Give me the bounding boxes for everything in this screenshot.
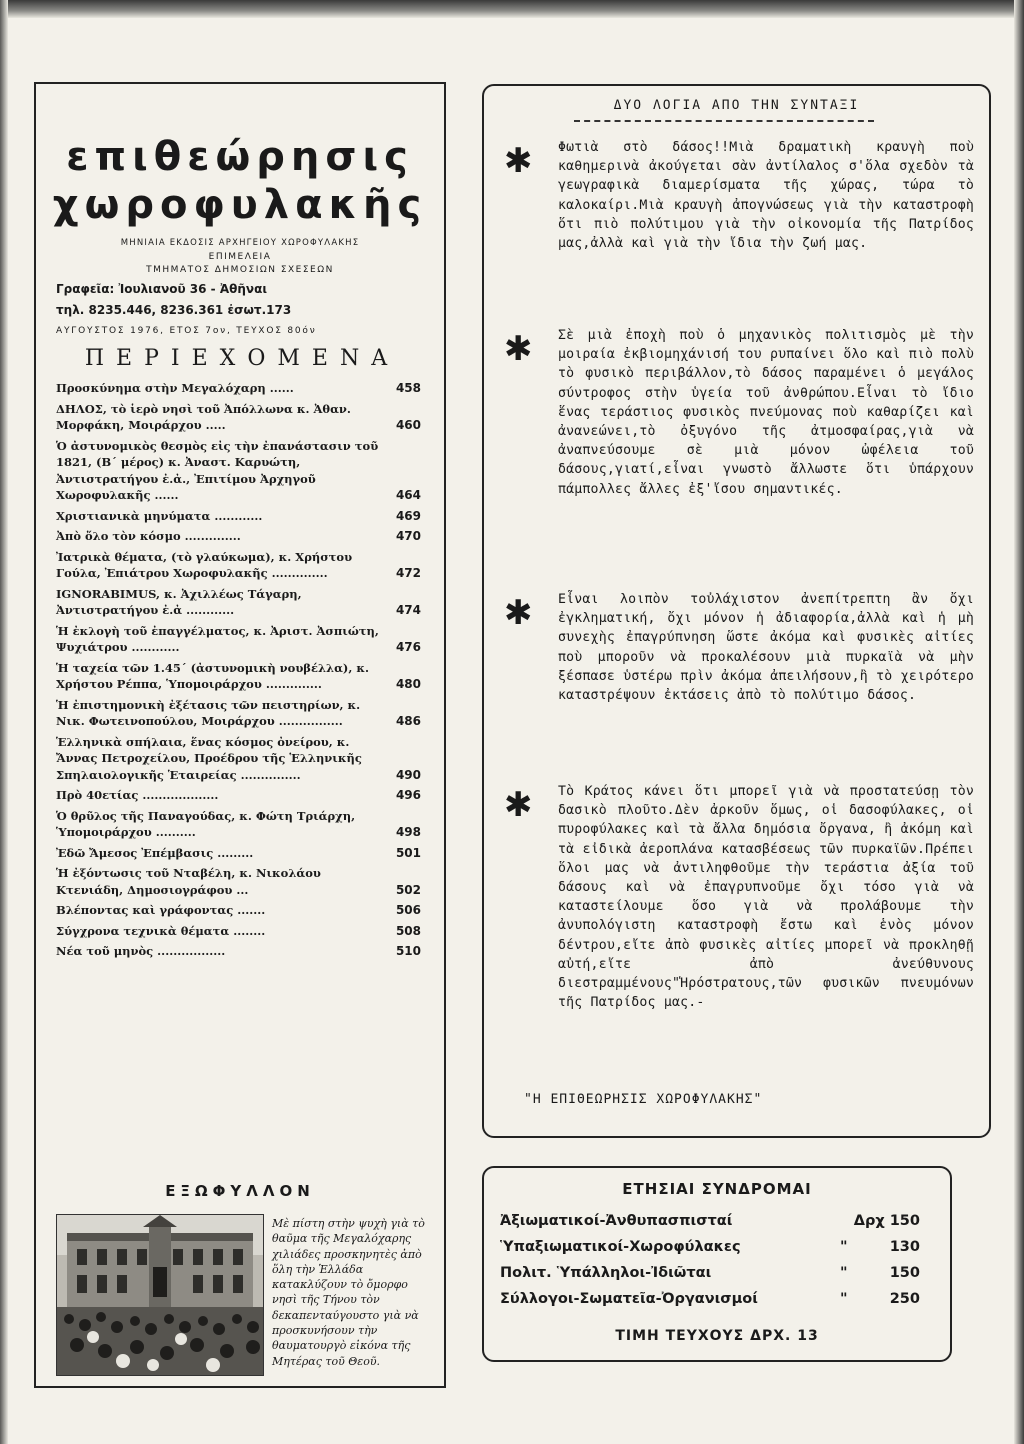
toc-page-number: 506	[395, 903, 421, 917]
toc-entry-title: Βλέποντας καὶ γράφοντας .......	[56, 903, 266, 917]
subscriptions-title: ΕΤΗΣΙΑΙ ΣΥΝΔΡΟΜΑΙ	[622, 1180, 812, 1198]
toc-entry	[56, 734, 421, 784]
toc-page-number: 508	[395, 923, 421, 938]
table-of-contents	[56, 380, 421, 964]
toc-entry	[56, 508, 421, 525]
toc-entry-title: Ἐδῶ Ἄμεσος Ἐπέμβασις .........	[56, 845, 254, 860]
editorial-paragraph	[504, 138, 974, 253]
toc-entry	[56, 943, 421, 960]
asterisk-icon: ✱	[504, 593, 533, 633]
subscription-row	[500, 1288, 920, 1310]
asterisk-icon: ✱	[504, 141, 533, 181]
subscription-price: 130	[889, 1239, 920, 1255]
page-edge	[0, 0, 8, 1444]
toc-entry-title: Σύγχρονα τεχνικὰ θέματα ........	[56, 923, 266, 938]
page-edge	[1014, 0, 1024, 1444]
subscription-price: Δρχ 150	[853, 1213, 920, 1229]
toc-page-number: 502	[395, 882, 421, 897]
toc-entry-title: Ἑλληνικὰ σπήλαια, ἕνας κόσμος ὀνείρου, κ. Ἄννας Πετροχείλου, Προέδρου τῆς Ἑλληνικῆς Σπηλαιολογικῆς Ἑταιρείας ...............	[56, 734, 362, 782]
subscriber-category: Ἀξιωματικοί-Ἀνθυπασπισταί	[500, 1213, 733, 1229]
contents-panel	[34, 82, 446, 1388]
ditto-mark: "	[840, 1265, 848, 1281]
cover-caption: Μὲ πίστη στὴν ψυχὴ γιὰ τὸ θαῦμα τῆς Μεγαλόχαρης χιλιάδες προσκηνητὲς ἀπὸ ὅλη τὴν Ἑλλάδα κατακλύζουν τὸ ὄμορφο νησὶ τῆς Τήνου τὸν δεκαπενταύγουστο γιὰ νὰ προσκυνήσουν τὴν θαυματουργὸ εἰκόνα τῆς Μητέρας τοῦ Θεοῦ.	[272, 1217, 425, 1368]
publisher-line: ΜΗΝΙΑΙΑ ΕΚΔΟΣΙΣ ΑΡΧΗΓΕΙΟΥ ΧΩΡΟΦΥΛΑΚΗΣ	[120, 238, 360, 248]
paragraph-text: Εἶναι λοιπὸν τοὐλάχιστον ἀνεπίτρεπτη ἂν ὄχι ἐγκληματική, ὄχι μόνον ἡ ἀδιαφορία,ἀλλὰ καὶ ἡ μὴ συνεχὴς ἐπαγρύπνηση ὥστε ἀκόμα καὶ φυσικὲς αἰτίες ποὺ μποροῦν νὰ προκαλέσουν μιὰ πυρκαϊὰ νὰ μὴν ξέσπασε ὑστέρω πρὶν ἀκόμα ἀπειλήσουν,ἢ τὸ χειρότερο καταστρέψουν ἐκτάσεις ἀπὸ τὸ πολύτιμο δάσος.	[558, 592, 974, 704]
toc-entry	[56, 923, 421, 940]
subscription-row	[500, 1210, 920, 1232]
ditto-mark: "	[840, 1291, 848, 1307]
toc-entry	[56, 845, 421, 862]
toc-entry-title: Χριστιανικὰ μηνύματα ............	[56, 508, 263, 523]
toc-entry	[56, 401, 421, 434]
editorial-title: ΔΥΟ ΛΟΓΙΑ ΑΠΟ ΤΗΝ ΣΥΝΤΑΞΙ	[613, 98, 860, 113]
toc-page-number: 476	[395, 640, 421, 654]
paragraph-text: Σὲ μιὰ ἐποχὴ ποὺ ὁ μηχανικὸς πολιτισμὸς μὲ τὴν μοιραία ἐκβιομηχάνισή του ρυπαίνει ὅλο καὶ πιὸ πολὺ τὸ φυσικὸ περιβάλλον,τὸ δάσος παραμένει ὁ μεγάλος σύντροφος στὴν ὑγεία τοῦ ἀνθρώπου.Εἶναι τὸ ἴδιο ἕνας τεράστιος φυσικὸς πνεύμονας ποὺ καθαρίζει καὶ ἀνανεώνει,τὸ ὀξυγόνο τῆς ἀτμοσφαίρας,γιὰ νὰ ἀναπνεύσουμε σὲ μιὰ μόνον ὠφέλεια τοῦ δάσους,γιατί,εἶναι γνωστὸ ἄλλωστε ὅτι ὑπάρχουν πάμπολλες ἄλλες ἐξ'ἴσου σημαντικές.	[558, 328, 974, 497]
editorial-paragraph	[504, 590, 974, 705]
toc-entry-title: Ὁ θρῦλος τῆς Παναγούδας, κ. Φώτη Τριάρχη, Ὑπομοιράρχου ..........	[56, 808, 356, 839]
toc-entry-title: ΔΗΛΟΣ, τὸ ἱερὸ νησὶ τοῦ Ἀπόλλωνα κ. Ἀθαν. Μορφάκη, Μοιράρχου .....	[56, 401, 351, 432]
toc-page-number: 510	[395, 944, 421, 958]
toc-entry	[56, 549, 421, 582]
office-address: Γραφεῖα: Ἰουλιανοῦ 36 - Ἀθῆναι	[56, 282, 268, 296]
toc-entry	[56, 528, 421, 545]
contents-heading: ΠΕΡΙΕΧΟΜΕΝΑ	[84, 346, 400, 371]
issue-info: ΑΥΓΟΥΣΤΟΣ 1976, ΕΤΟΣ 7ον, ΤΕΥΧΟΣ 80όν	[56, 326, 317, 336]
editorial-panel	[482, 84, 991, 1138]
toc-entry-title: Ἡ ἐκλογὴ τοῦ ἐπαγγέλματος, κ. Ἀριστ. Ἀσπιώτη, Ψυχιάτρου ............	[56, 623, 379, 654]
toc-entry	[56, 902, 421, 919]
toc-page-number: 470	[395, 529, 421, 543]
toc-entry	[56, 865, 421, 898]
toc-entry-title: Ἡ ἐξόντωσις τοῦ Νταβέλη, κ. Νικολάου Κτενιάδη, Δημοσιογράφου ...	[56, 866, 321, 897]
toc-entry-title: Προσκύνημα στὴν Μεγαλόχαρη ......	[56, 381, 294, 395]
toc-entry-title: Νέα τοῦ μηνὸς .................	[56, 944, 226, 958]
subscriber-category: Ὑπαξιωματικοί-Χωροφύλακες	[500, 1239, 741, 1255]
toc-entry	[56, 660, 421, 693]
subscriber-category: Πολιτ. Ὑπάλληλοι-Ἰδιῶται	[500, 1265, 712, 1281]
toc-entry	[56, 438, 421, 504]
magazine-title: επιθεώρησις	[66, 134, 414, 180]
toc-page-number: 460	[395, 418, 421, 432]
toc-page-number: 501	[395, 845, 421, 860]
toc-entry-title: Ἡ ἐπιστημονικὴ ἐξέτασις τῶν πειστηρίων, κ. Νικ. Φωτεινοπούλου, Μοιράρχου ................	[56, 697, 361, 728]
toc-entry	[56, 380, 421, 397]
editorial-signature: "Η ΕΠΙΘΕΩΡΗΣΙΣ ΧΩΡΟΦΥΛΑΚΗΣ"	[524, 1092, 763, 1107]
toc-entry	[56, 697, 421, 730]
toc-entry-title: Ὁ ἀστυνομικὸς θεσμὸς εἰς τὴν ἐπανάστασιν τοῦ 1821, (Β΄ μέρος) κ. Ἀναστ. Καρυώτη, Ἀντιστρατήγου ἐ.ἀ., Ἐπιτίμου Ἀρχηγοῦ Χωροφυλακῆς ......	[56, 438, 379, 502]
editorial-paragraph	[504, 782, 974, 1012]
toc-page-number: 464	[395, 488, 421, 502]
ditto-mark: "	[840, 1239, 848, 1255]
asterisk-icon: ✱	[504, 329, 533, 369]
toc-entry-title: Πρὸ 40ετίας ...................	[56, 788, 219, 802]
subscription-row	[500, 1262, 920, 1284]
toc-page-number: 472	[395, 566, 421, 580]
toc-entry-title: Ἀπὸ ὅλο τὸν κόσμο ..............	[56, 529, 241, 543]
toc-page-number: 474	[395, 603, 421, 617]
toc-entry	[56, 623, 421, 656]
subscription-row	[500, 1236, 920, 1258]
church-crowd-illustration	[57, 1215, 263, 1375]
subscription-price: 250	[889, 1291, 920, 1307]
toc-entry	[56, 808, 421, 841]
toc-entry-title: Ἡ ταχεία τῶν 1.45΄ (ἀστυνομικὴ νουβέλλα), κ. Χρήστου Ρέππα, Ὑπομοιράρχου ..............	[56, 660, 369, 691]
toc-page-number: 486	[395, 714, 421, 728]
editorial-paragraph	[504, 326, 974, 499]
toc-entry-title: IGNORABIMUS, κ. Ἀχιλλέως Τάγαρη, Ἀντιστρατήγου ἐ.ἀ ............	[56, 586, 302, 617]
subscriptions-panel	[482, 1166, 952, 1362]
phone-numbers: τηλ. 8235.446, 8236.361 ἐσωτ.173	[56, 303, 292, 317]
publisher-line: ΕΠΙΜΕΛΕΙΑ	[208, 252, 272, 262]
publisher-line: ΤΜΗΜΑΤΟΣ ΔΗΜΟΣΙΩΝ ΣΧΕΣΕΩΝ	[146, 265, 334, 275]
toc-page-number: 498	[395, 825, 421, 839]
paragraph-text: Τὸ Κράτος κάνει ὅτι μπορεῖ γιὰ νὰ προστατεύσῃ τὸν δασικὸ πλοῦτο.Δὲν ἀρκοῦν ὅμως, οἱ δασοφύλακες, οἱ πυροφύλακες καὶ τὰ ἄλλα δημόσια ὄργανα, ἢ ἀκόμη καὶ τὰ εἰδικὰ ἀεροπλάνα κατασβέσεως τῶν πυρκαϊῶν.Πρέπει ὅλοι μας νὰ ἀντιληφθοῦμε τὴν τεράστια ἀξία τοῦ δάσους καὶ νὰ ἐπαγρυπνοῦμε ὄχι τόσο γιὰ νὰ καταστείλουμε ὅσο γιὰ νὰ προλάβουμε τὴν ἀνυπολόγιστη καταστροφὴ ἔστω καὶ ἑνὸς μόνον δέντρου,εἴτε ἀπὸ φυσικὲς αἰτίες μπορεῖ νὰ προκληθῇ αὐτή,εἴτε ἀπὸ ἀνεύθυνους διεστραμμένους"Ἡρόστρατους,τῶν φυσικῶν πνευμόνων τῆς Πατρίδος μας.-	[558, 784, 974, 1011]
asterisk-icon: ✱	[504, 785, 533, 825]
toc-entry	[56, 787, 421, 804]
toc-page-number: 458	[395, 381, 421, 395]
toc-entry	[56, 586, 421, 619]
toc-page-number: 496	[395, 788, 421, 802]
cover-photo	[56, 1214, 264, 1376]
toc-page-number: 490	[395, 767, 421, 782]
subscription-price: 150	[889, 1265, 920, 1281]
title-underline	[574, 120, 874, 122]
toc-entry-title: Ἰατρικὰ θέματα, (τὸ γλαύκωμα), κ. Χρήστου Γούλα, Ἐπιάτρου Χωροφυλακῆς ..............	[56, 549, 353, 580]
toc-page-number: 480	[395, 677, 421, 691]
subscriber-category: Σύλλογοι-Σωματεῖα-Ὀργανισμοί	[500, 1291, 758, 1307]
cover-heading: ΕΞΩΦΥΛΛΟΝ	[165, 1182, 315, 1200]
toc-page-number: 469	[395, 508, 421, 523]
paragraph-text: Φωτιὰ στὸ δάσος!!Μιὰ δραματικὴ κραυγὴ ποὺ καθημερινὰ ἀκούγεται σὰν ἀντίλαλος σ'ὅλα σχεδὸν τὰ γεωγραφικὰ διαμερίσματα τῆς χώρας, τώρα τὸ καλοκαίρι.Μιὰ κραυγὴ ἀπογνώσεως γιὰ τὴν καταστροφὴ ὅτι πιὸ πολύτιμου γιὰ τὴν οἰκονομία τῆς Πατρίδος μας,ἀλλὰ καὶ γιὰ τὴν ἴδια τὴν ζωή μας.	[558, 140, 974, 252]
magazine-title: χωροφυλακῆς	[52, 182, 428, 228]
page-edge	[0, 0, 1024, 18]
issue-price: ΤΙΜΗ ΤΕΥΧΟΥΣ ΔΡΧ. 13	[615, 1328, 819, 1344]
